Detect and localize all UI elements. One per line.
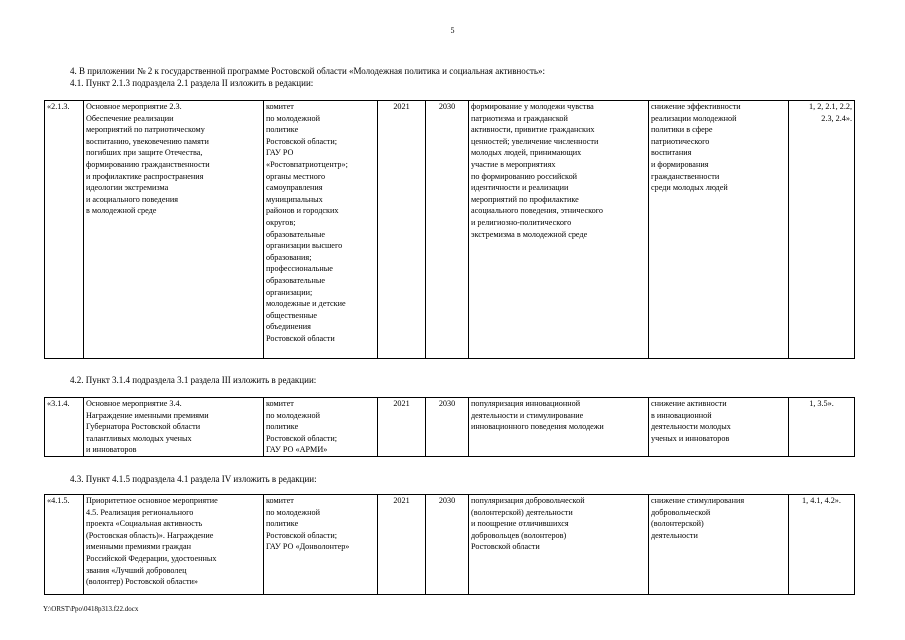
document-path-footer: Y:\ORST\Ppo\0418p313.f22.docx xyxy=(43,605,139,613)
item-number: «2.1.3. xyxy=(45,101,84,359)
table-item-3-1-4 xyxy=(44,397,855,457)
table-row xyxy=(45,495,855,595)
end-year: 2030 xyxy=(426,495,469,595)
start-year: 2021 xyxy=(378,101,426,359)
page-number: 5 xyxy=(450,26,455,35)
intro-paragraph-4-1: 4.1. Пункт 2.1.3 подраздела 2.1 раздела II изложить в редакции: xyxy=(70,78,314,88)
intro-paragraph-4: 4. В приложении № 2 к государственной программе Ростовской области «Молодежная политика и социальная активность»: xyxy=(70,66,546,76)
non-implementation-consequence: снижение активности в инновационной деятельности молодых ученых и инноваторов xyxy=(649,398,789,457)
non-implementation-consequence: снижение эффективности реализации молодежной политики в сфере патриотического воспитания и формирования гражданственности среди молодых людей xyxy=(649,101,789,359)
start-year: 2021 xyxy=(378,495,426,595)
event-name: Основное мероприятие 3.4. Награждение именными премиями Губернатора Ростовской области талантливых молодых ученых и инноваторов xyxy=(84,398,264,457)
item-number: «4.1.5. xyxy=(45,495,84,595)
end-year: 2030 xyxy=(426,101,469,359)
table-item-4-1-5 xyxy=(44,494,855,595)
event-name: Основное мероприятие 2.3. Обеспечение реализации мероприятий по патриотическому воспитанию, увековечению памяти погибших при защите Отечества, формированию гражданственности и профилактике распространения идеологии экстремизма и асоциального поведения в молодежной среде xyxy=(84,101,264,359)
table-row xyxy=(45,101,855,359)
start-year: 2021 xyxy=(378,398,426,457)
table-row xyxy=(45,398,855,457)
indicators: 1, 3.5». xyxy=(789,398,855,457)
indicators: 1, 2, 2.1, 2.2, 2.3, 2.4». xyxy=(789,101,855,359)
intro-paragraph-4-3: 4.3. Пункт 4.1.5 подраздела 4.1 раздела IV изложить в редакции: xyxy=(70,474,317,484)
indicators: 1, 4.1, 4.2». xyxy=(789,495,855,595)
event-name: Приоритетное основное мероприятие 4.5. Реализация регионального проекта «Социальная активность (Ростовская область)». Награждение именными премиями граждан Российской Федерации, удостоенных звания «Лучший доброволец (волонтер) Ростовской области» xyxy=(84,495,264,595)
intro-paragraph-4-2: 4.2. Пункт 3.1.4 подраздела 3.1 раздела III изложить в редакции: xyxy=(70,375,317,385)
executor: комитет по молодежной политике Ростовской области; ГАУ РО «Донволонтер» xyxy=(264,495,378,595)
item-number: «3.1.4. xyxy=(45,398,84,457)
expected-result: формирование у молодежи чувства патриотизма и гражданской активности, привитие гражданских ценностей; увеличение численности молодых людей, принимающих участие в мероприятиях по формированию российской идентичности и реализации мероприятий по профилактике асоциального поведения, этнического и религиозно-политического экстремизма в молодежной среде xyxy=(469,101,649,359)
table-item-2-1-3 xyxy=(44,100,855,359)
expected-result: популяризация добровольческой (волонтерской) деятельности и поощрение отличившихся добровольцев (волонтеров) Ростовской области xyxy=(469,495,649,595)
expected-result: популяризация инновационной деятельности и стимулирование инновационного поведения молодежи xyxy=(469,398,649,457)
executor: комитет по молодежной политике Ростовской области; ГАУ РО «АРМИ» xyxy=(264,398,378,457)
non-implementation-consequence: снижение стимулирования добровольческой (волонтерской) деятельности xyxy=(649,495,789,595)
executor: комитет по молодежной политике Ростовской области; ГАУ РО «Ростовпатриотцентр»; органы местного самоуправления муниципальных районов и городских округов; образовательные организации высшего образования; профессиональные образовательные организации; молодежные и детские общественные объединения Ростовской области xyxy=(264,101,378,359)
end-year: 2030 xyxy=(426,398,469,457)
